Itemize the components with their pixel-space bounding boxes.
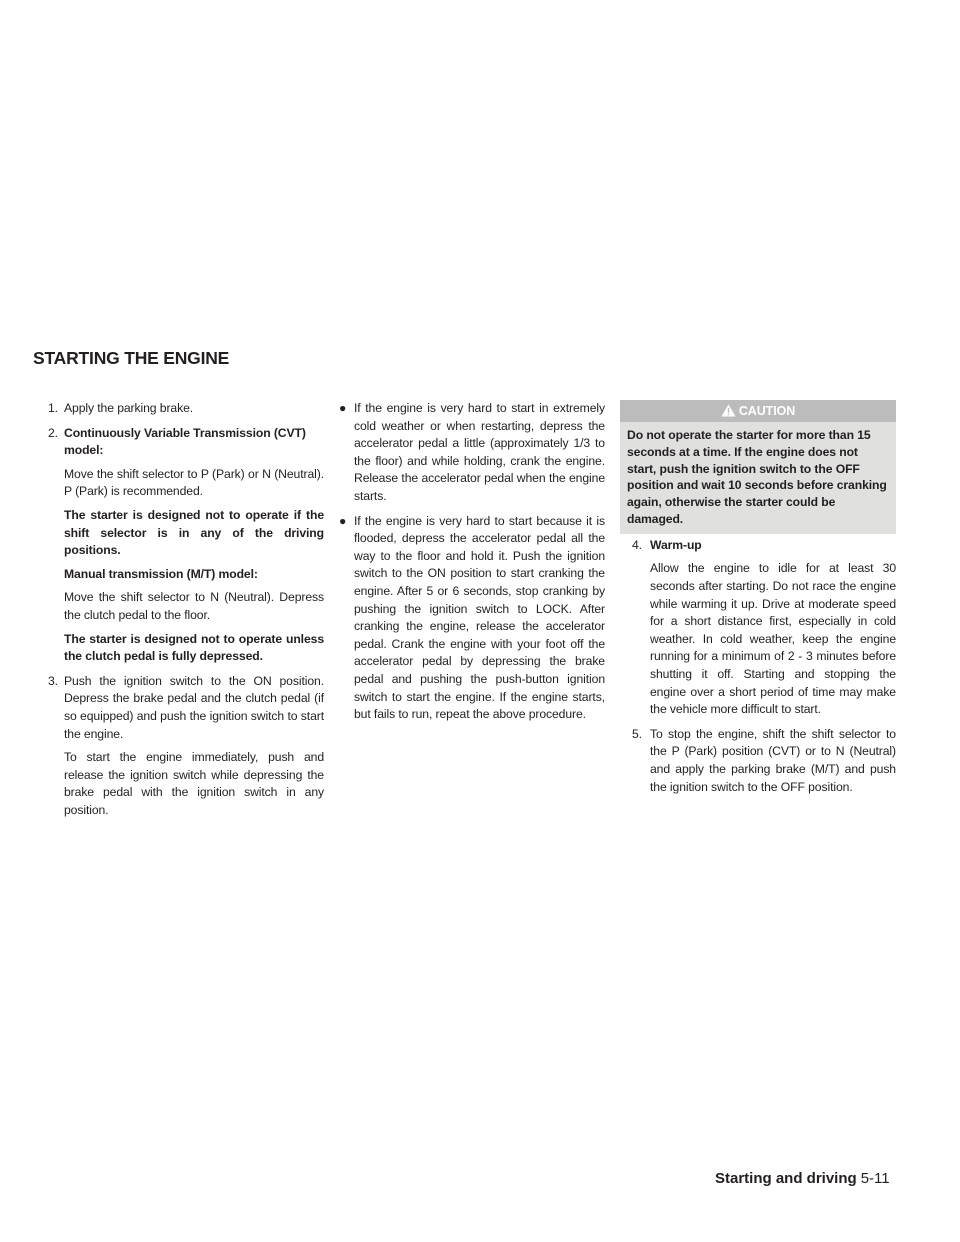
bullet-item-flooded [339,513,605,724]
cvt-heading: Continuously Variable Transmission (CVT) model: [64,425,306,458]
caution-title: CAUTION [738,404,796,418]
caution-header [620,400,896,422]
column-right [620,400,896,803]
warm-up-text: Allow the engine to idle for at least 30 seconds after starting. Do not race the engine while warming it up. Drive at moderate speed for a short distance first, especially in cold weather. In cold weather, keep the engine running for a minimum of 2 - 3 minutes before shutting it off. Starting and stopping the engine over a short period of time may make the vehicle more difficult to start. [650,561,896,717]
bullet-icon: ● [339,401,347,415]
step-number: 3. [48,673,58,688]
footer-chapter: Starting and driving [715,1170,857,1187]
step-3 [48,673,324,820]
warm-up-heading: Warm-up [650,537,702,552]
step-text: Push the ignition switch to the ON position. Depress the brake pedal and the clutch pedal (if so equipped) and push the ignition switch to start the engine. [64,673,324,741]
step-5 [620,726,896,796]
caution-box [620,400,896,534]
column-left [48,400,324,826]
mt-instruction: Move the shift selector to N (Neutral). Depress the clutch pedal to the floor. [64,590,324,622]
step-number: 1. [48,401,58,415]
step-text: To stop the engine, shift the shift selector to the P (Park) position (CVT) or to N (Neutral) and apply the parking brake (M/T) and push the ignition switch to the OFF position. [650,726,896,794]
caution-text: Do not operate the starter for more than 15 seconds at a time. If the engine does not start, push the ignition switch to the OFF position and wait 10 seconds before cranking again, otherwise the starter could be damaged. [627,428,887,526]
section-title: STARTING THE ENGINE [33,348,230,368]
step-subtext: To start the engine immediately, push and release the ignition switch while depressing the brake pedal with the ignition switch in any position. [64,750,324,817]
bullet-icon: ● [339,513,347,528]
column-middle [339,400,605,731]
bullet-text: If the engine is very hard to start in extremely cold weather or when restarting, depress the accelerator pedal a little (approximately 1/3 to the floor) and while holding, crank the engine. Release the accelerator pedal when the engine starts. [354,401,605,503]
warning-triangle-icon [721,402,736,424]
bullet-text: If the engine is very hard to start because it is flooded, depress the accelerator pedal all the way to the floor and hold it. Push the ignition switch to the ON position to start cranking the engine. After 5 or 6 seconds, stop cranking by pushing the ignition switch to LOCK. After cranking the engine, release the accelerator pedal. Crank the engine with your foot off the accelerator pedal by depressing the brake pedal and pushing the push-button ignition switch to start the engine. If the engine starts, but fails to run, repeat the above procedure. [354,513,605,722]
mt-heading: Manual transmission (M/T) model: [64,566,258,581]
mt-starter-note: The starter is designed not to operate unless the clutch pedal is fully depressed. [64,631,324,664]
step-2 [48,425,324,666]
step-text: Apply the parking brake. [64,401,194,415]
step-number: 4. [632,537,642,552]
step-4 [620,537,896,719]
cvt-instruction: Move the shift selector to P (Park) or N (Neutral). P (Park) is recommended. [64,466,324,499]
cvt-starter-note: The starter is designed not to operate if the shift selector is in any of the driving positions. [64,507,324,558]
step-number: 5. [632,726,642,741]
step-number: 2. [48,425,58,440]
step-1 [48,400,324,418]
bullet-item-cold-weather [339,400,605,506]
footer-page-number: 5-11 [860,1170,890,1187]
page-footer [715,1170,890,1187]
